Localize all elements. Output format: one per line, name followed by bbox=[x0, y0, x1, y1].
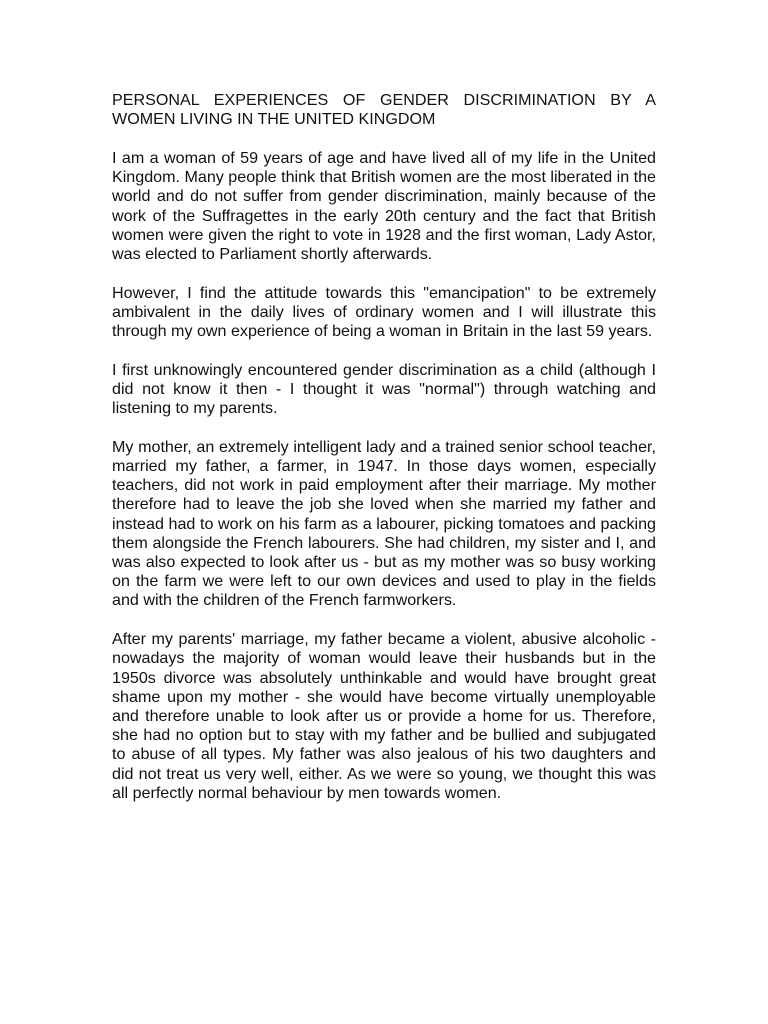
document-page bbox=[112, 91, 656, 803]
paragraph-1: I am a woman of 59 years of age and have lived all of my life in the United Kingdom. Many people think that British women are the most liberated in the world and do not suffer from gender discrimination, mainly because of the work of the Suffragettes in the early 20th century and the fact that British women were given the right to vote in 1928 and the first woman, Lady Astor, was elected to Parliament shortly afterwards. bbox=[112, 148, 656, 263]
paragraph-2: However, I find the attitude towards this "emancipation" to be extremely ambivalent in the daily lives of ordinary women and I will illustrate this through my own experience of being a woman in Britain in the last 59 years. bbox=[112, 283, 656, 341]
document-title: PERSONAL EXPERIENCES OF GENDER DISCRIMINATION BY A WOMEN LIVING IN THE UNITED KINGDOM bbox=[112, 91, 656, 129]
paragraph-4: My mother, an extremely intelligent lady and a trained senior school teacher, married my father, a farmer, in 1947. In those days women, especially teachers, did not work in paid employment after their marriage. My mother therefore had to leave the job she loved when she married my father and instead had to work on his farm as a labourer, picking tomatoes and packing them alongside the French labourers. She had children, my sister and I, and was also expected to look after us - but as my mother was so busy working on the farm we were left to our own devices and used to play in the fields and with the children of the French farmworkers. bbox=[112, 437, 656, 610]
paragraph-5: After my parents' marriage, my father became a violent, abusive alcoholic - nowadays the majority of woman would leave their husbands but in the 1950s divorce was absolutely unthinkable and would have brought great shame upon my mother - she would have become virtually unemployable and therefore unable to look after us or provide a home for us. Therefore, she had no option but to stay with my father and be bullied and subjugated to abuse of all types. My father was also jealous of his two daughters and did not treat us very well, either. As we were so young, we thought this was all perfectly normal behaviour by men towards women. bbox=[112, 630, 656, 802]
paragraph-3: I first unknowingly encountered gender discrimination as a child (although I did not know it then - I thought it was "normal") through watching and listening to my parents. bbox=[112, 360, 656, 418]
